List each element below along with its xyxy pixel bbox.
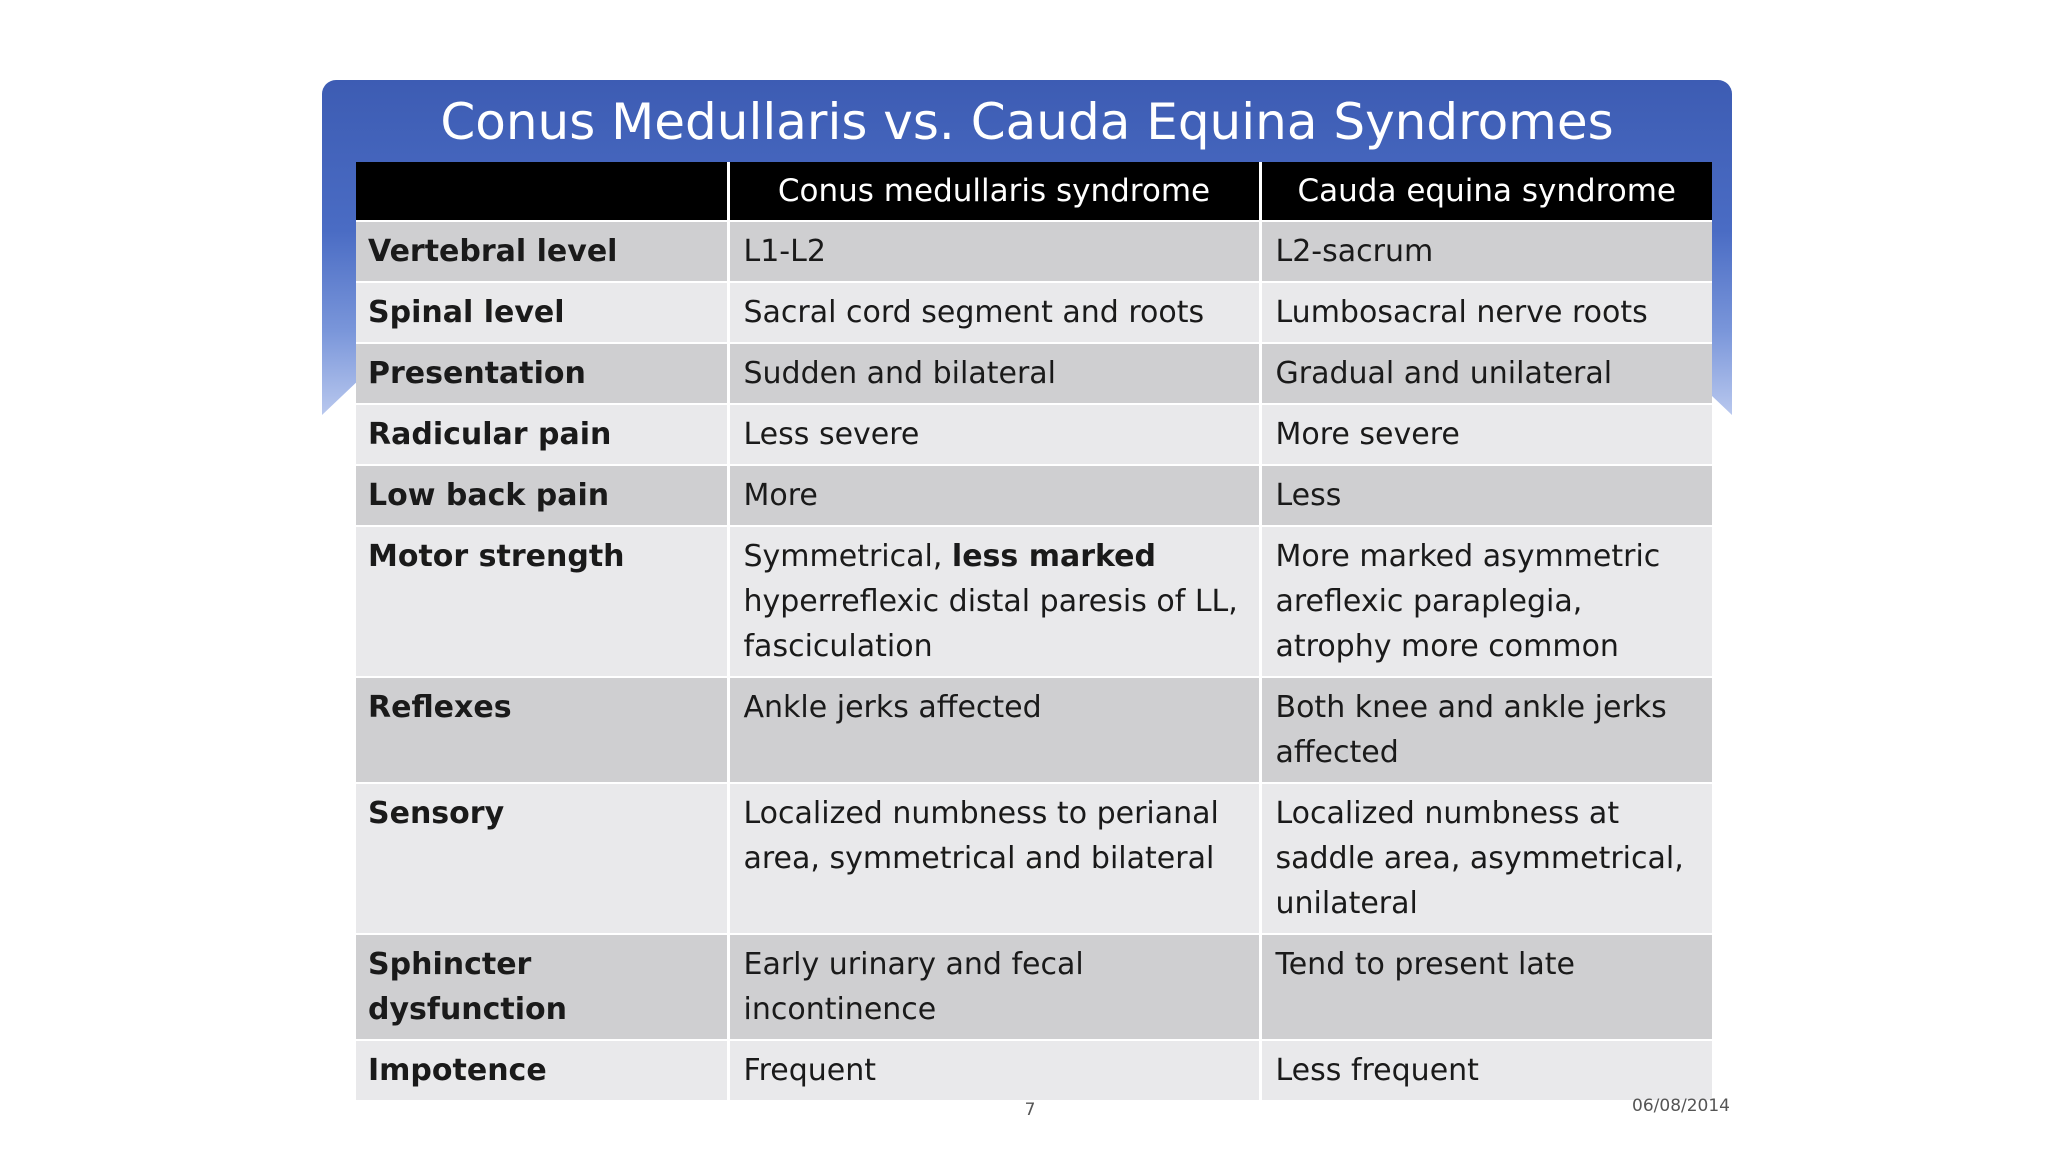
table-row xyxy=(356,783,1712,934)
header-corner-cell xyxy=(356,162,728,221)
conus-text-emphasis: less marked xyxy=(951,539,1156,574)
table-row xyxy=(356,526,1712,677)
conus-cell: Ankle jerks affected xyxy=(728,677,1260,783)
conus-cell: Sacral cord segment and roots xyxy=(728,282,1260,343)
table-row xyxy=(356,1040,1712,1100)
row-label: Motor strength xyxy=(356,526,728,677)
conus-cell: Localized numbness to perianal area, symmetrical and bilateral xyxy=(728,783,1260,934)
row-label: Sensory xyxy=(356,783,728,934)
slide-title: Conus Medullaris vs. Cauda Equina Syndromes xyxy=(440,93,1614,151)
cauda-cell: More marked asymmetric areflexic paraplegia, atrophy more common xyxy=(1260,526,1712,677)
table-row xyxy=(356,934,1712,1040)
table-row xyxy=(356,465,1712,526)
cauda-cell: Lumbosacral nerve roots xyxy=(1260,282,1712,343)
cauda-cell: Less xyxy=(1260,465,1712,526)
cauda-cell: Tend to present late xyxy=(1260,934,1712,1040)
row-label: Vertebral level xyxy=(356,221,728,282)
slide-date: 06/08/2014 xyxy=(1632,1096,1730,1116)
table-row xyxy=(356,282,1712,343)
row-label: Low back pain xyxy=(356,465,728,526)
table-row xyxy=(356,677,1712,783)
conus-text-end: hyperreflexic distal paresis of LL, fasciculation xyxy=(743,584,1238,664)
comparison-table xyxy=(356,162,1712,1100)
conus-cell: Frequent xyxy=(728,1040,1260,1100)
page-number: 7 xyxy=(1024,1100,1036,1120)
conus-cell: Less severe xyxy=(728,404,1260,465)
row-label: Reflexes xyxy=(356,677,728,783)
cauda-cell: More severe xyxy=(1260,404,1712,465)
row-label: Sphincter dysfunction xyxy=(356,934,728,1040)
conus-cell: Early urinary and fecal incontinence xyxy=(728,934,1260,1040)
cauda-cell: L2-sacrum xyxy=(1260,221,1712,282)
row-label: Impotence xyxy=(356,1040,728,1100)
conus-cell xyxy=(728,526,1260,677)
conus-cell: L1-L2 xyxy=(728,221,1260,282)
conus-cell: More xyxy=(728,465,1260,526)
table-header-row xyxy=(356,162,1712,221)
cauda-cell: Less frequent xyxy=(1260,1040,1712,1100)
row-label: Radicular pain xyxy=(356,404,728,465)
cauda-cell: Both knee and ankle jerks affected xyxy=(1260,677,1712,783)
conus-text-start: Symmetrical, xyxy=(743,539,952,574)
table-row xyxy=(356,221,1712,282)
conus-cell: Sudden and bilateral xyxy=(728,343,1260,404)
row-label: Presentation xyxy=(356,343,728,404)
table-row xyxy=(356,404,1712,465)
header-conus-medullaris: Conus medullaris syndrome xyxy=(728,162,1260,221)
row-label: Spinal level xyxy=(356,282,728,343)
cauda-cell: Gradual and unilateral xyxy=(1260,343,1712,404)
header-cauda-equina: Cauda equina syndrome xyxy=(1260,162,1712,221)
cauda-cell: Localized numbness at saddle area, asymmetrical, unilateral xyxy=(1260,783,1712,934)
table-row xyxy=(356,343,1712,404)
